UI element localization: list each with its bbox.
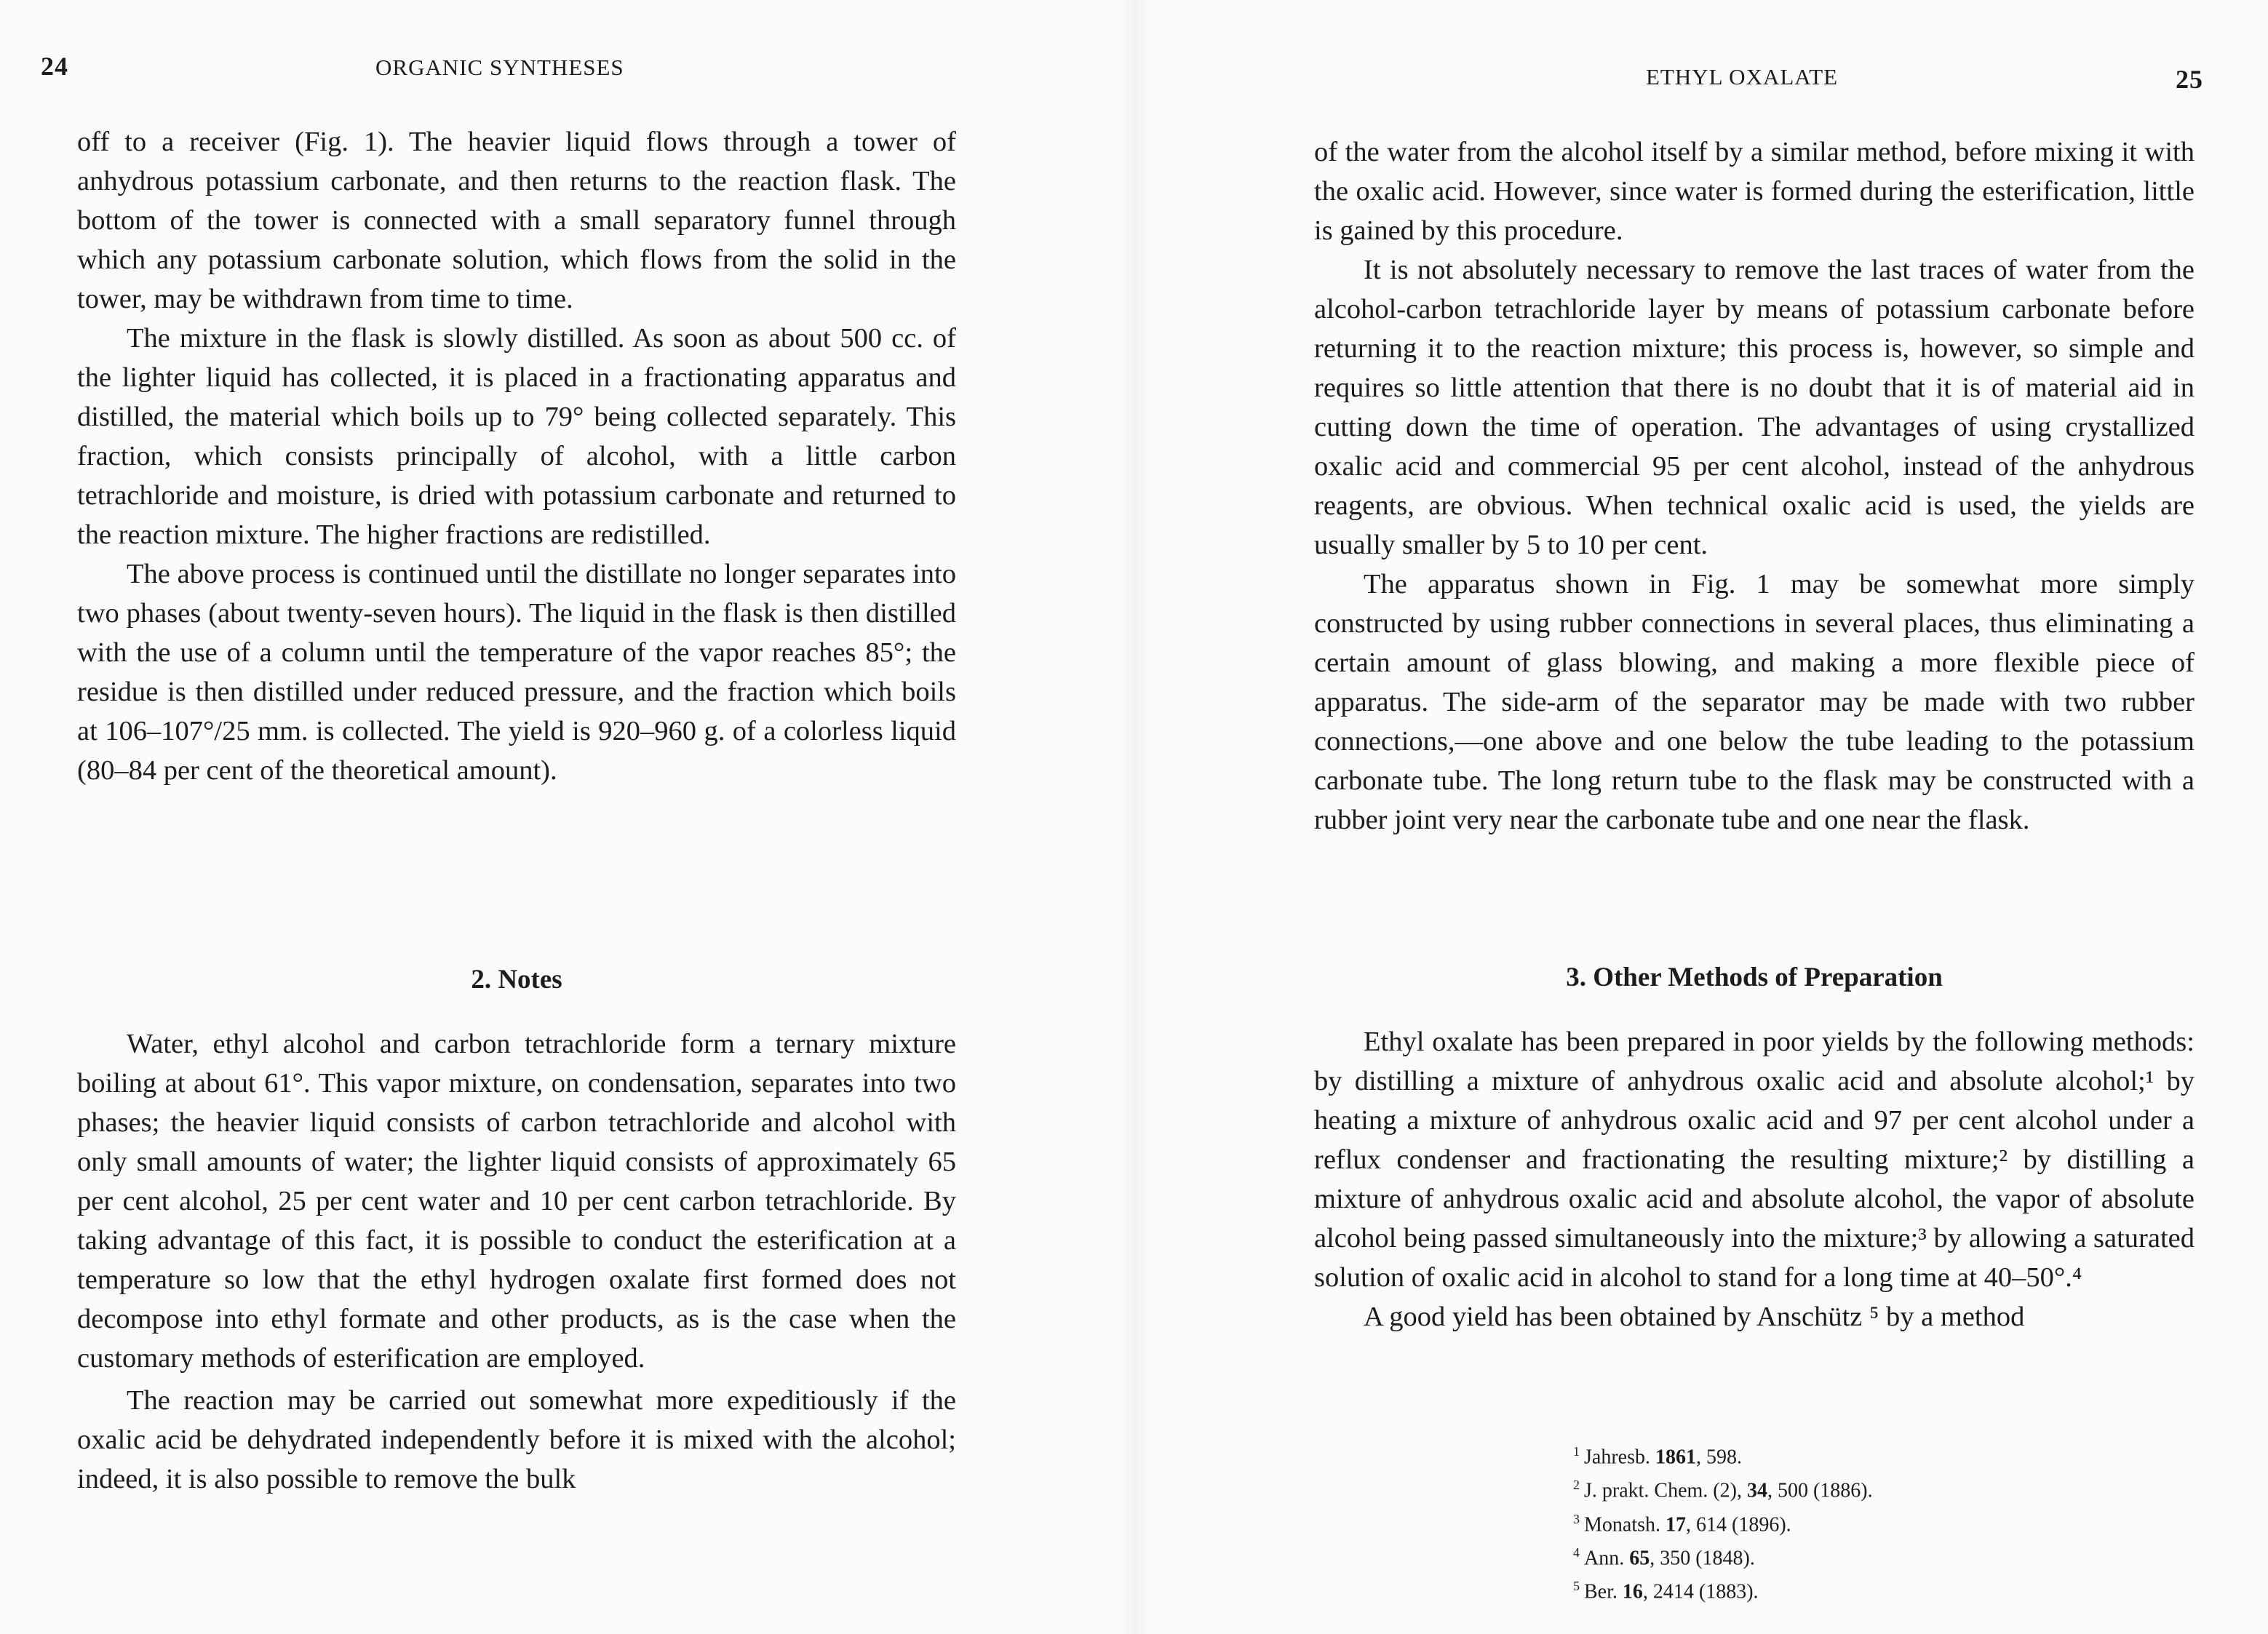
left-body-top: [77, 122, 956, 790]
footnote: $^2$ J. prakt. Chem. (2), 34, 500 (1886).: [1573, 1478, 1873, 1502]
paragraph: It is not absolutely necessary to remove the last traces of water from the alcohol-carbon tetrachloride layer by means of potassium carbonate before returning it to the reaction mixture; this process is, however, so simple and requires so little attention that there is no doubt that it is of material aid in cutting down the time of operation. The advantages of using crystallized oxalic acid and commercial 95 per cent alcohol, instead of the anhydrous reagents, are obvious. When technical oxalic acid is used, the yields are usually smaller by 5 to 10 per cent.: [1314, 255, 2195, 560]
left-page-number: 24: [41, 52, 68, 81]
right-body-top: [1314, 132, 2195, 840]
paragraph: A good yield has been obtained by Anschütz ⁵ by a method: [1364, 1302, 2025, 1332]
footnotes: [1573, 1438, 1873, 1606]
right-page-number: 25: [2176, 65, 2203, 94]
continued-paragraph: of the water from the alcohol itself by a similar method, before mixing it with the oxalic acid. However, since water is formed during the esterification, little is gained by this procedure.: [1314, 137, 2195, 246]
section-heading-other-methods: 3. Other Methods of Preparation: [1566, 963, 1943, 992]
paragraph: Ethyl oxalate has been prepared in poor yields by the following methods: by distilling a mixture of anhydrous oxalic acid and absolute alcohol;¹ by heating a mixture of anhydrous oxalic acid and 97 per cent alcohol under a reflux condenser and fractionating the resulting mixture;² by distilling a mixture of anhydrous oxalic acid and absolute alcohol, the vapor of absolute alcohol being passed simultaneously into the mixture;³ by allowing a saturated solution of oxalic acid in alcohol to stand for a long time at 40–50°.⁴: [1314, 1027, 2195, 1293]
notes-section: [77, 964, 956, 995]
footnote: $^4$ Ann. 65, 350 (1848).: [1573, 1545, 1755, 1570]
footnote: $^1$ Jahresb. 1861, 598.: [1573, 1444, 1742, 1469]
paragraph: The above process is continued until the distillate no longer separates into two phases (about twenty-seven hours). The liquid in the flask is then distilled with the use of a column until the temperature of the vapor reaches 85°; the residue is then distilled under reduced pressure, and the fraction which boils at 106–107°/25 mm. is collected. The yield is 920–960 g. of a colorless liquid (80–84 per cent of the theoretical amount).: [77, 559, 956, 786]
paragraph: The mixture in the flask is slowly distilled. As soon as about 500 cc. of the lighter liquid has collected, it is placed in a fractionating apparatus and distilled, the material which boils up to 79° being collected separately. This fraction, which consists principally of alcohol, with a little carbon tetrachloride and moisture, is dried with potassium carbonate and returned to the reaction mixture. The higher fractions are redistilled.: [77, 323, 956, 550]
footnote: $^3$ Monatsh. 17, 614 (1896).: [1573, 1511, 1791, 1536]
continued-paragraph: off to a receiver (Fig. 1). The heavier liquid flows through a tower of anhydrous potassium carbonate, and then returns to the reaction flask. The bottom of the tower is connected with a small separatory funnel through which any potassium carbonate solution, which flows from the solid in the tower, may be withdrawn from time to time.: [77, 127, 956, 314]
other-methods-section: [1314, 962, 2195, 993]
section-heading-notes: 2. Notes: [471, 965, 562, 995]
paragraph: The reaction may be carried out somewhat more expeditiously if the oxalic acid be dehydrated independently before it is mixed with the alcohol; indeed, it is also possible to remove the bulk: [77, 1385, 956, 1494]
paragraph: Water, ethyl alcohol and carbon tetrachloride form a ternary mixture boiling at about 61°. This vapor mixture, on condensation, separates into two phases; the heavier liquid consists of carbon tetrachloride and alcohol with only small amounts of water; the lighter liquid consists of approximately 65 per cent alcohol, 25 per cent water and 10 per cent carbon tetrachloride. By taking advantage of this fact, it is possible to conduct the esterification at a temperature so low that the ethyl hydrogen oxalate first formed does not decompose into ethyl formate and other products, as is the case when the customary methods of esterification are employed.: [77, 1029, 956, 1374]
other-methods-body: [1314, 1022, 2195, 1336]
right-running-head: ETHYL OXALATE: [1646, 64, 1839, 89]
left-running-head: ORGANIC SYNTHESES: [375, 55, 624, 80]
notes-body: [77, 1024, 956, 1499]
right-page: [1134, 0, 2268, 1634]
footnote: $^5$ Ber. 16, 2414 (1883).: [1573, 1579, 1759, 1603]
paragraph: The apparatus shown in Fig. 1 may be somewhat more simply constructed by using rubber connections in several places, thus eliminating a certain amount of glass blowing, and making a more flexible piece of apparatus. The side-arm of the separator may be made with two rubber connections,—one above and one below the tube leading to the potassium carbonate tube. The long return tube to the flask may be constructed with a rubber joint very near the carbonate tube and one near the flask.: [1314, 569, 2195, 835]
